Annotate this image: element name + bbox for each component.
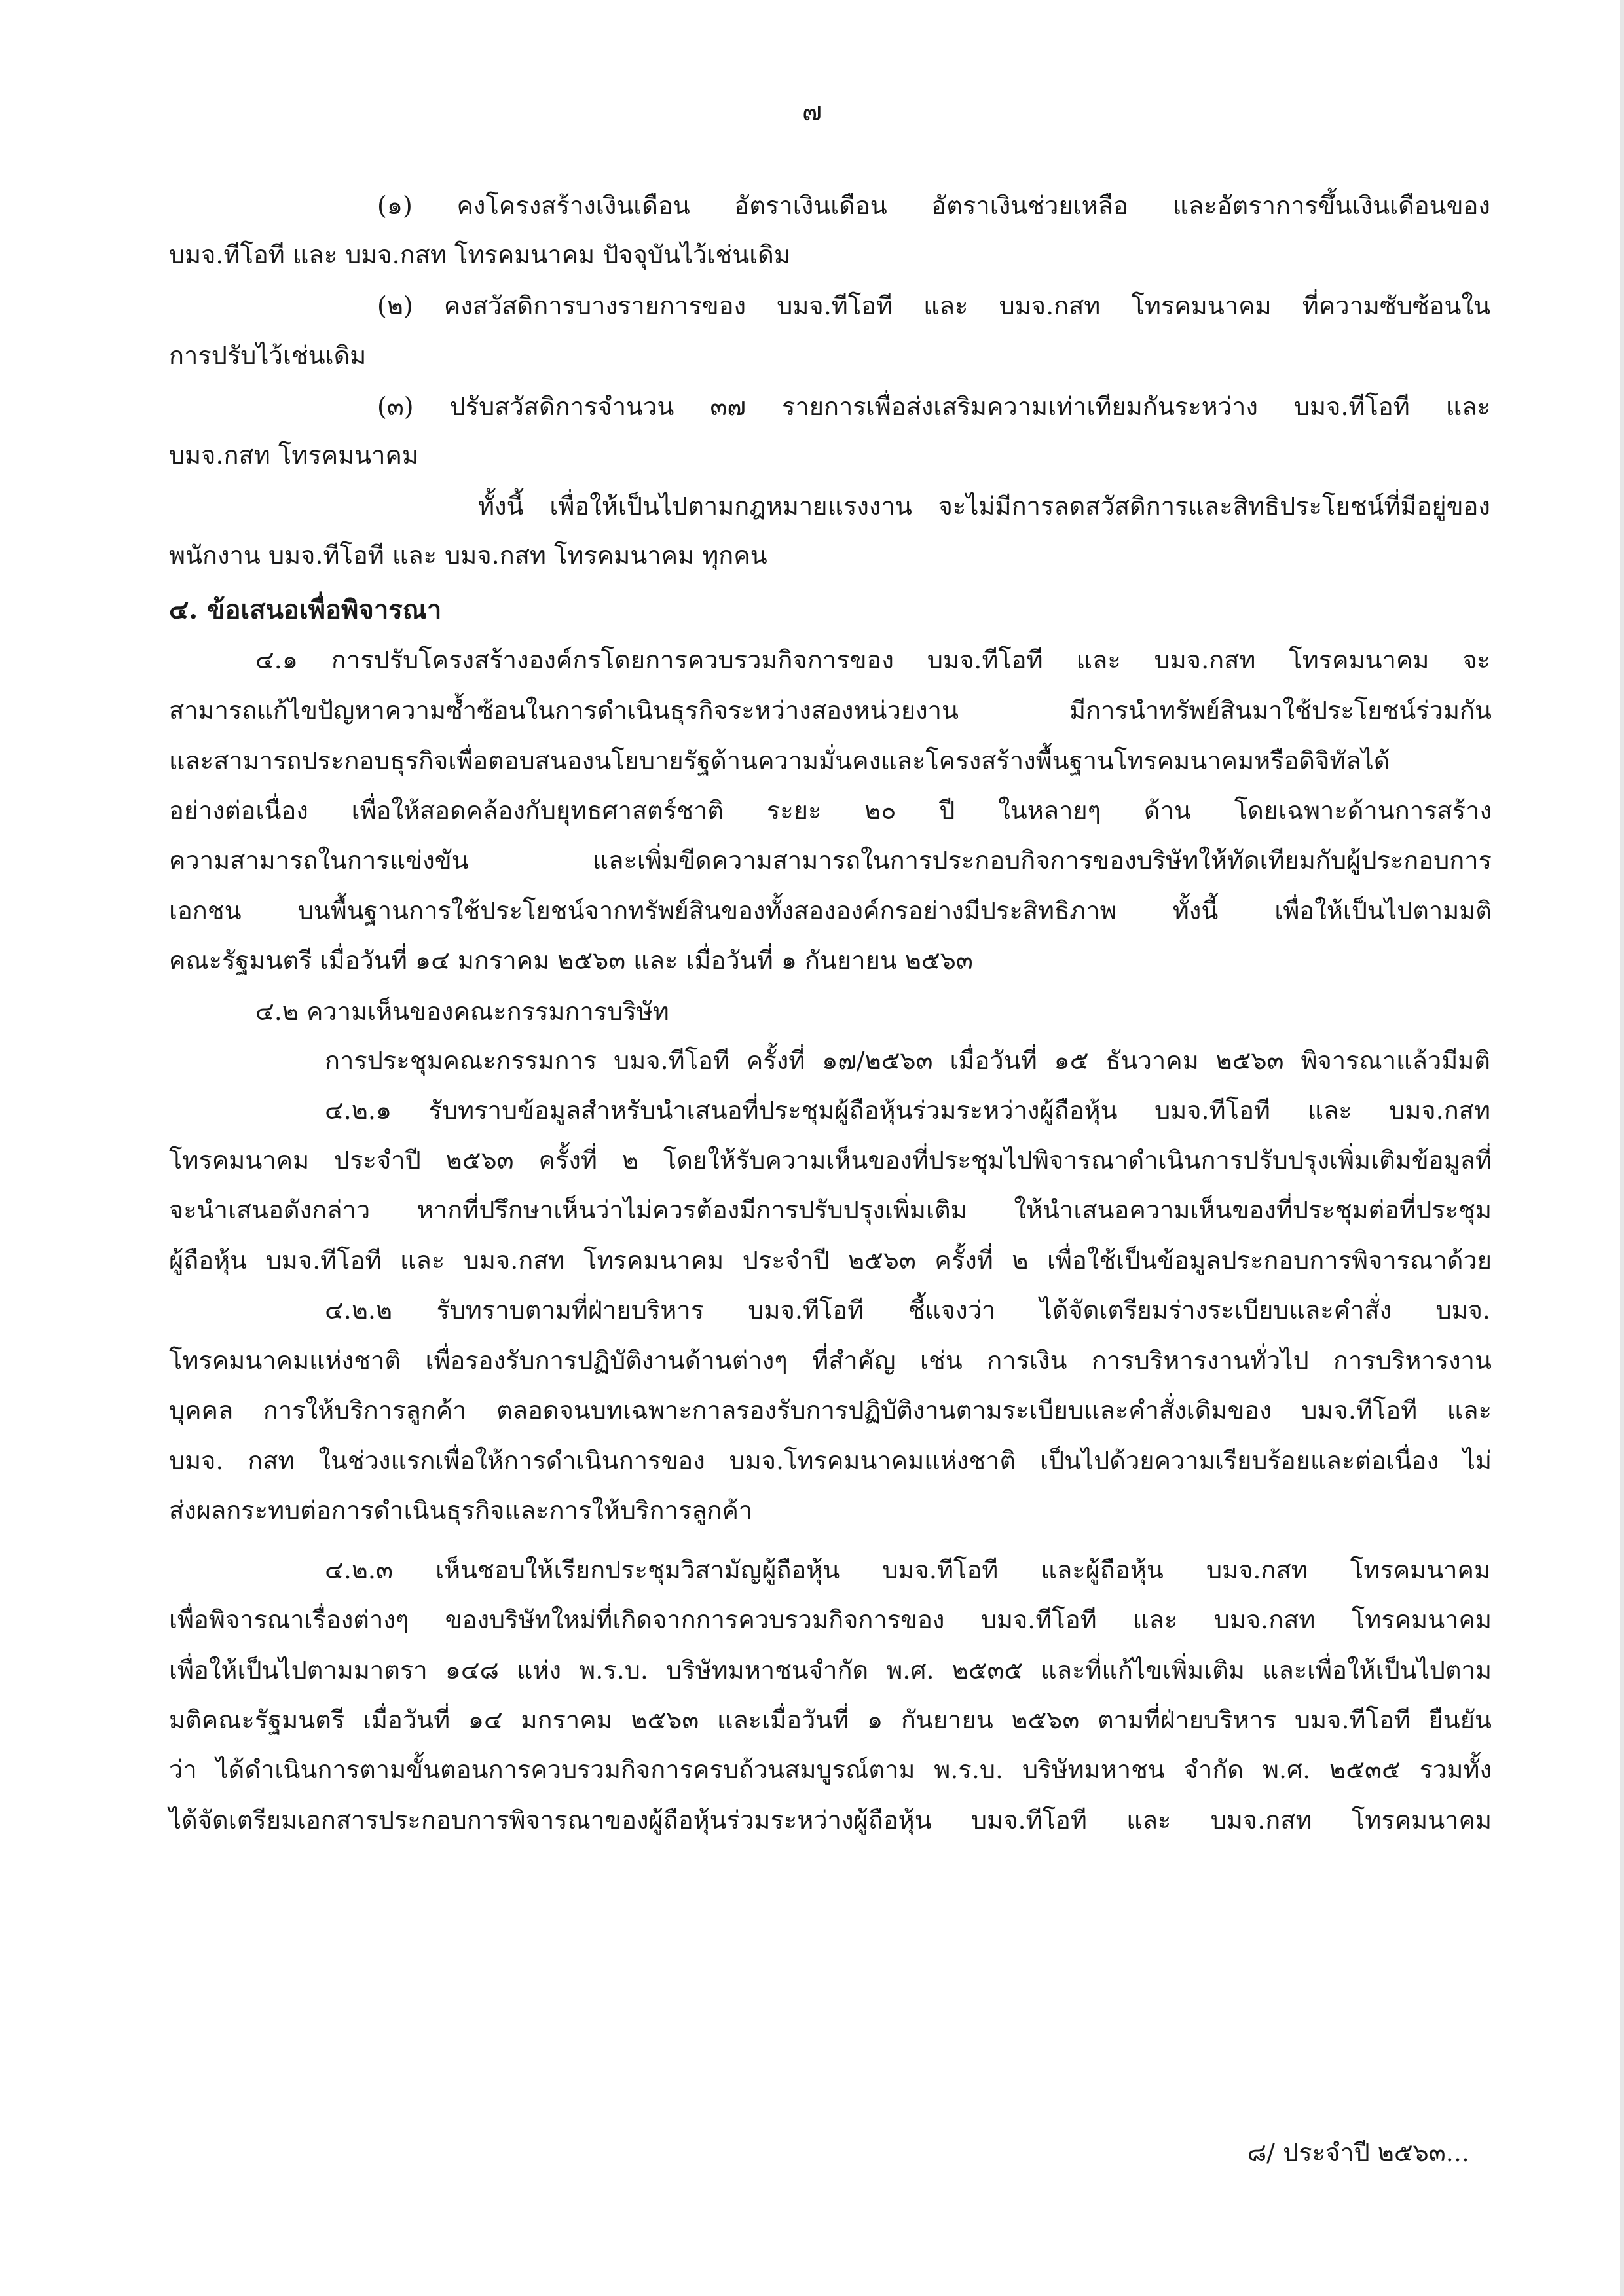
para-4-2-2-line-5: ส่งผลกระทบต่อการดำเนินธุรกิจและการให้บริการลูกค้า [169, 1496, 753, 1525]
para-4-2-3-line-5: ว่า ได้ดำเนินการตามขั้นตอนการควบรวมกิจการครบถ้วนสมบูรณ์ตาม พ.ร.บ. บริษัทมหาชน จำกัด พ.ศ. ๒๕๓๕ รวมทั้ง [169, 1755, 1492, 1784]
para-4-1-line-1: ๔.๑ การปรับโครงสร้างองค์กรโดยการควบรวมกิจการของ บมจ.ทีโอที และ บมจ.กสท โทรคมนาคม จะ [255, 646, 1490, 674]
para-4-2-3-line-1: ๔.๒.๓ เห็นชอบให้เรียกประชุมวิสามัญผู้ถือหุ้น บมจ.ทีโอที และผู้ถือหุ้น บมจ.กสท โทรคมนาคม [325, 1556, 1490, 1584]
para-4-2-2-line-4: บมจ. กสท ในช่วงแรกเพื่อให้การดำเนินการของ บมจ.โทรคมนาคมแห่งชาติ เป็นไปด้วยความเรียบร้อยและต่อเนื่อง ไม่ [169, 1446, 1492, 1475]
para-4-2-2-line-1: ๔.๒.๒ รับทราบตามที่ฝ่ายบริหาร บมจ.ทีโอที ชี้แจงว่า ได้จัดเตรียมร่างระเบียบและคำสั่ง บมจ. [325, 1296, 1490, 1324]
page-continuation-footer: ๘/ ประจำปี ๒๕๖๓... [1247, 2138, 1469, 2167]
para-4-2-2-line-3: บุคคล การให้บริการลูกค้า ตลอดจนบทเฉพาะกาลรองรับการปฏิบัติงานตามระเบียบและคำสั่งเดิมของ บมจ.ทีโอที และ [169, 1396, 1492, 1425]
para-4-1-line-6: เอกชน บนพื้นฐานการใช้ประโยชน์จากทรัพย์สินของทั้งสององค์กรอย่างมีประสิทธิภาพ ทั้งนี้ เพื่อให้เป็นไปตามมติ [169, 896, 1492, 925]
note-line-1: ทั้งนี้ เพื่อให้เป็นไปตามกฎหมายแรงงาน จะไม่มีการลดสวัสดิการและสิทธิประโยชน์ที่มีอยู่ของ [478, 492, 1490, 520]
para-4-2-3-line-6: ได้จัดเตรียมเอกสารประกอบการพิจารณาของผู้ถือหุ้นร่วมระหว่างผู้ถือหุ้น บมจ.ทีโอที และ บมจ.กสท โทรคมนาคม [169, 1806, 1492, 1834]
para-4-2-3-line-4: มติคณะรัฐมนตรี เมื่อวันที่ ๑๔ มกราคม ๒๕๖๓ และเมื่อวันที่ ๑ กันยายน ๒๕๖๓ ตามที่ฝ่ายบริหาร บมจ.ทีโอที ยืนยัน [169, 1705, 1492, 1734]
para-4-2-2-line-2: โทรคมนาคมแห่งชาติ เพื่อรองรับการปฏิบัติงานด้านต่างๆ ที่สำคัญ เช่น การเงิน การบริหารงานทั่วไป การบริหารงาน [169, 1346, 1492, 1375]
page-number: ๗ [802, 97, 822, 127]
para-4-1-line-7: คณะรัฐมนตรี เมื่อวันที่ ๑๔ มกราคม ๒๕๖๓ และ เมื่อวันที่ ๑ กันยายน ๒๕๖๓ [169, 946, 973, 975]
section-4-heading: ๔. ข้อเสนอเพื่อพิจารณา [169, 594, 442, 625]
para-4-1-line-3: และสามารถประกอบธุรกิจเพื่อตอบสนองนโยบายรัฐด้านความมั่นคงและโครงสร้างพื้นฐานโทรคมนาคมหรือดิจิทัลได้ [169, 746, 1390, 775]
para-4-1-line-4: อย่างต่อเนื่อง เพื่อให้สอดคล้องกับยุทธศาสตร์ชาติ ระยะ ๒๐ ปี ในหลายๆ ด้าน โดยเฉพาะด้านการสร้าง [169, 796, 1492, 825]
para-4-2-1-line-1: ๔.๒.๑ รับทราบข้อมูลสำหรับนำเสนอที่ประชุมผู้ถือหุ้นร่วมระหว่างผู้ถือหุ้น บมจ.ทีโอที และ บมจ.กสท [325, 1096, 1490, 1125]
item-2-line-1: (๒) คงสวัสดิการบางรายการของ บมจ.ทีโอที และ บมจ.กสท โทรคมนาคม ที่ความซับซ้อนใน [377, 291, 1490, 320]
item-1-line-1: (๑) คงโครงสร้างเงินเดือน อัตราเงินเดือน อัตราเงินช่วยเหลือ และอัตราการขึ้นเงินเดือนของ [377, 191, 1490, 220]
note-line-2: พนักงาน บมจ.ทีโอที และ บมจ.กสท โทรคมนาคม ทุกคน [169, 541, 767, 570]
item-3-line-2: บมจ.กสท โทรคมนาคม [169, 441, 418, 469]
item-1-line-2: บมจ.ทีโอที และ บมจ.กสท โทรคมนาคม ปัจจุบันไว้เช่นเดิม [169, 240, 790, 269]
para-4-2-3-line-3: เพื่อให้เป็นไปตามมาตรา ๑๔๘ แห่ง พ.ร.บ. บริษัทมหาชนจำกัด พ.ศ. ๒๕๓๕ และที่แก้ไขเพิ่มเติม และเพื่อให้เป็นไปตาม [169, 1656, 1492, 1685]
page-edge [1620, 0, 1624, 2296]
para-4-2-3-line-2: เพื่อพิจารณาเรื่องต่างๆ ของบริษัทใหม่ที่เกิดจากการควบรวมกิจการของ บมจ.ทีโอที และ บมจ.กสท โทรคมนาคม [169, 1605, 1492, 1634]
para-4-2-heading: ๔.๒ ความเห็นของคณะกรรมการบริษัท [255, 997, 669, 1026]
para-4-2-1-line-3: จะนำเสนอดังกล่าว หากที่ปรึกษาเห็นว่าไม่ควรต้องมีการปรับปรุงเพิ่มเติม ให้นำเสนอความเห็นของที่ประชุมต่อที่ประชุม [169, 1195, 1492, 1224]
para-4-2-resolution: การประชุมคณะกรรมการ บมจ.ทีโอที ครั้งที่ ๑๗/๒๕๖๓ เมื่อวันที่ ๑๕ ธันวาคม ๒๕๖๓ พิจารณาแล้วมีมติ [325, 1046, 1490, 1075]
para-4-2-1-line-4: ผู้ถือหุ้น บมจ.ทีโอที และ บมจ.กสท โทรคมนาคม ประจำปี ๒๕๖๓ ครั้งที่ ๒ เพื่อใช้เป็นข้อมูลประกอบการพิจารณาด้วย [169, 1246, 1492, 1275]
para-4-2-1-line-2: โทรคมนาคม ประจำปี ๒๕๖๓ ครั้งที่ ๒ โดยให้รับความเห็นของที่ประชุมไปพิจารณาดำเนินการปรับปรุงเพิ่มเติมข้อมูลที่ [169, 1146, 1492, 1175]
item-2-line-2: การปรับไว้เช่นเดิม [169, 341, 367, 370]
para-4-1-line-5: ความสามารถในการแข่งขัน และเพิ่มขีดความสามารถในการประกอบกิจการของบริษัทให้ทัดเทียมกับผู้ประกอบการ [169, 846, 1492, 875]
para-4-1-line-2: สามารถแก้ไขปัญหาความซ้ำซ้อนในการดำเนินธุรกิจระหว่างสองหน่วยงาน มีการนำทรัพย์สินมาใช้ประโยชน์ร่วมกัน [169, 696, 1492, 725]
item-3-line-1: (๓) ปรับสวัสดิการจำนวน ๓๗ รายการเพื่อส่งเสริมความเท่าเทียมกันระหว่าง บมจ.ทีโอที และ [377, 392, 1490, 421]
